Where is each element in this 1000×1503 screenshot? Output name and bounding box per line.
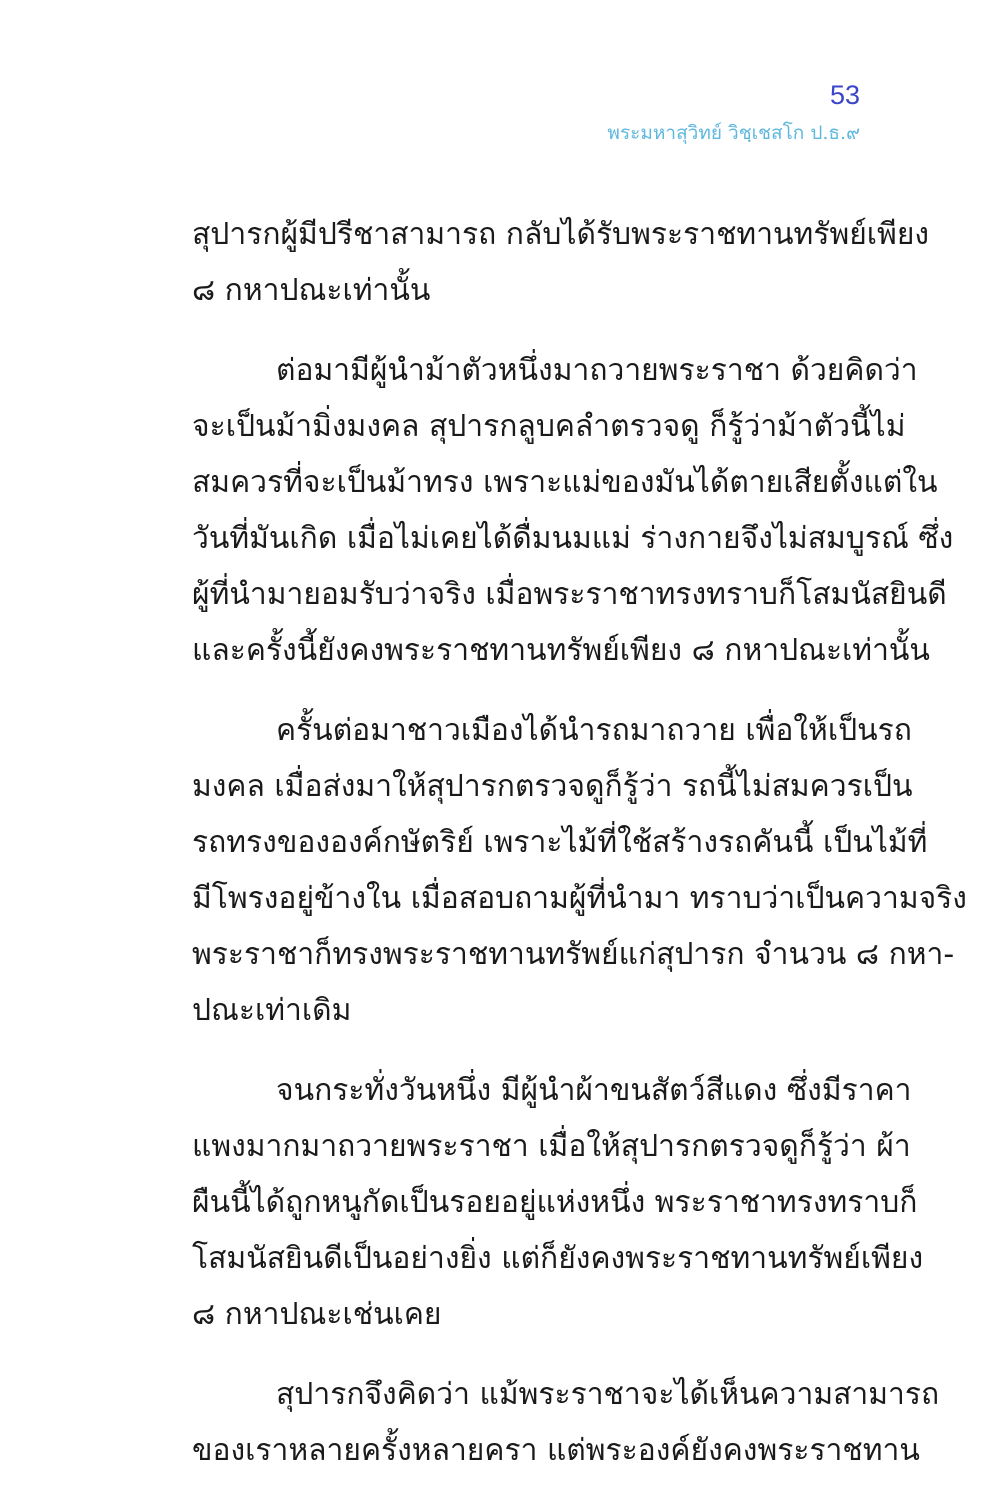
paragraph bbox=[192, 343, 954, 679]
text-line: สุปารกผู้มีปรีชาสามารถ กลับได้รับพระราชทานทรัพย์เพียง bbox=[192, 217, 930, 252]
text-line: ปณะเท่าเดิม bbox=[192, 993, 352, 1028]
text-line: จะเป็นม้ามิ่งมงคล สุปารกลูบคลำตรวจดู ก็รู้ว่าม้าตัวนี้ไม่ bbox=[192, 409, 906, 444]
text-line: มีโพรงอยู่ข้างใน เมื่อสอบถามผู้ที่นำมา ทราบว่าเป็นความจริง bbox=[192, 881, 967, 916]
text-line: แพงมากมาถวายพระราชา เมื่อให้สุปารกตรวจดูก็รู้ว่า ผ้า bbox=[192, 1129, 911, 1164]
body-text bbox=[192, 207, 967, 1503]
text-line: สุปารกจึงคิดว่า แม้พระราชาจะได้เห็นความสามารถ bbox=[276, 1377, 940, 1412]
text-line: ๘ กหาปณะเช่นเคย bbox=[192, 1297, 442, 1332]
paragraph bbox=[192, 703, 967, 1039]
text-line: รถทรงขององค์กษัตริย์ เพราะไม้ที่ใช้สร้างรถคันนี้ เป็นไม้ที่ bbox=[192, 825, 928, 860]
text-line: จนกระทั่งวันหนึ่ง มีผู้นำผ้าขนสัตว์สีแดง ซึ่งมีราคา bbox=[276, 1073, 912, 1108]
paragraph bbox=[192, 1367, 940, 1479]
text-line: วันที่มันเกิด เมื่อไม่เคยได้ดื่มนมแม่ ร่างกายจึงไม่สมบูรณ์ ซึ่ง bbox=[192, 521, 954, 556]
text-line: โสมนัสยินดีเป็นอย่างยิ่ง แต่ก็ยังคงพระราชทานทรัพย์เพียง bbox=[192, 1241, 924, 1276]
page-header bbox=[607, 78, 860, 148]
running-head: พระมหาสุวิทย์ วิชฺเชสโก ป.ธ.๙ bbox=[607, 122, 860, 144]
text-line: ผู้ที่นำมายอมรับว่าจริง เมื่อพระราชาทรงทราบก็โสมนัสยินดี bbox=[192, 577, 947, 612]
text-line: ผืนนี้ได้ถูกหนูกัดเป็นรอยอยู่แห่งหนึ่ง พระราชาทรงทราบก็ bbox=[192, 1185, 918, 1220]
paragraph bbox=[192, 207, 930, 319]
text-line: ๘ กหาปณะเท่านั้น bbox=[192, 273, 431, 308]
text-line: สมควรที่จะเป็นม้าทรง เพราะแม่ของมันได้ตายเสียตั้งแต่ใน bbox=[192, 465, 938, 500]
text-line: ต่อมามีผู้นำม้าตัวหนึ่งมาถวายพระราชา ด้วยคิดว่า bbox=[276, 353, 918, 388]
text-line: ครั้นต่อมาชาวเมืองได้นำรถมาถวาย เพื่อให้เป็นรถ bbox=[276, 713, 912, 748]
text-line: ของเราหลายครั้งหลายครา แต่พระองค์ยังคงพระราชทาน bbox=[192, 1433, 920, 1468]
text-line: มงคล เมื่อส่งมาให้สุปารกตรวจดูก็รู้ว่า รถนี้ไม่สมควรเป็น bbox=[192, 769, 913, 804]
text-line: และครั้งนี้ยังคงพระราชทานทรัพย์เพียง ๘ กหาปณะเท่านั้น bbox=[192, 633, 930, 668]
paragraph bbox=[192, 1063, 924, 1343]
text-line: พระราชาก็ทรงพระราชทานทรัพย์แก่สุปารก จำนวน ๘ กหา- bbox=[192, 937, 955, 972]
page-number: 53 bbox=[829, 80, 860, 110]
